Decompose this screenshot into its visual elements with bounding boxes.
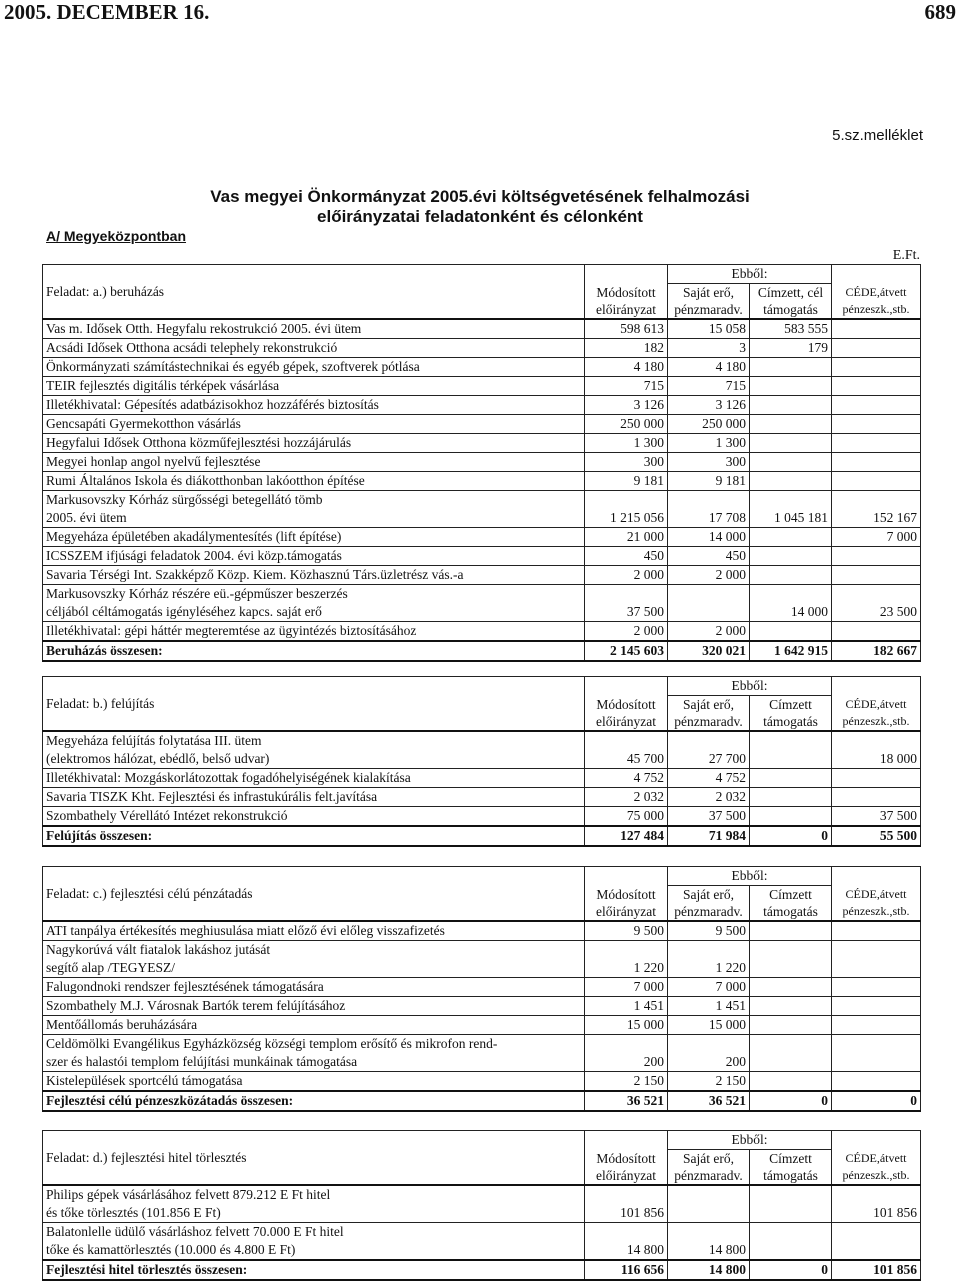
header-blank-cell: [832, 867, 921, 886]
total-label: Felújítás összesen:: [43, 826, 585, 846]
header-blank-cell: [832, 265, 921, 284]
annex-label: 5.sz.melléklet: [832, 127, 923, 144]
table-row: [43, 319, 921, 339]
ebbol-label: Ebből:: [668, 265, 832, 284]
table-row: [43, 1072, 921, 1092]
targeted-grant-value: [750, 1185, 832, 1223]
total-targeted-grant: 0: [750, 1091, 832, 1111]
cede-transfer-value: 152 167: [832, 491, 921, 528]
cede-transfer-value: [832, 978, 921, 997]
budget-table-b: [42, 676, 921, 847]
cede-transfer-value: [832, 921, 921, 941]
cede-transfer-value: 23 500: [832, 585, 921, 622]
row-description: Nagykorúvá vált fiatalok lakáshoz jutását segítő alap /TEGYESZ/: [43, 941, 585, 978]
own-funds-value: 3: [668, 339, 750, 358]
table-row: [43, 453, 921, 472]
header-cede-transfer: CÉDE,átvett pénzeszk.,stb.: [832, 886, 921, 922]
cede-transfer-value: [832, 472, 921, 491]
row-description: Illetékhivatal: Mozgáskorlátozottak fogadóhelyiségének kialakítása: [43, 769, 585, 788]
own-funds-value: 2 000: [668, 566, 750, 585]
targeted-grant-value: [750, 941, 832, 978]
total-cede-transfer: 55 500: [832, 826, 921, 846]
table-row: [43, 997, 921, 1016]
header-targeted-grant: Címzett támogatás: [750, 1150, 832, 1186]
table-row: [43, 1035, 921, 1072]
cede-transfer-value: [832, 566, 921, 585]
cede-transfer-value: [832, 1016, 921, 1035]
task-title: Feladat: d.) fejlesztési hitel törlesztés: [43, 1131, 585, 1186]
targeted-grant-value: [750, 415, 832, 434]
modified-appropriation-value: 7 000: [585, 978, 668, 997]
modified-appropriation-value: 715: [585, 377, 668, 396]
row-description: Celdömölki Evangélikus Egyházközség községi templom erősítő és mikrofon rend- szer és halastói templom felújítási munkáinak támogatása: [43, 1035, 585, 1072]
modified-appropriation-value: 3 126: [585, 396, 668, 415]
row-description: Megyeháza felújítás folytatása III. ütem (elektromos hálózat, ebédlő, belső udvar): [43, 731, 585, 769]
total-cede-transfer: 0: [832, 1091, 921, 1111]
table-row: [43, 1223, 921, 1261]
table-row: [43, 788, 921, 807]
unit-label: E.Ft.: [892, 248, 920, 263]
targeted-grant-value: 583 555: [750, 319, 832, 339]
total-modified-appropriation: 36 521: [585, 1091, 668, 1111]
table-row: [43, 434, 921, 453]
cede-transfer-value: [832, 941, 921, 978]
table-header-row: [43, 677, 921, 696]
ebbol-label: Ebből:: [668, 1131, 832, 1150]
row-description: Önkormányzati számítástechnikai és egyéb gépek, szoftverek pótlása: [43, 358, 585, 377]
targeted-grant-value: [750, 807, 832, 827]
modified-appropriation-value: 4 752: [585, 769, 668, 788]
own-funds-value: 14 800: [668, 1223, 750, 1261]
modified-appropriation-value: 2 000: [585, 566, 668, 585]
row-description: Markusovszky Kórház részére eü.-gépműszer beszerzés céljából céltámogatás igényléséhez kapcs. saját erő: [43, 585, 585, 622]
document-title-line-2: előirányzatai feladatonként és célonként: [317, 207, 643, 226]
table-row: [43, 472, 921, 491]
modified-appropriation-value: 1 215 056: [585, 491, 668, 528]
header-cede-transfer: CÉDE,átvett pénzeszk.,stb.: [832, 696, 921, 732]
total-cede-transfer: 101 856: [832, 1260, 921, 1280]
own-funds-value: 1 220: [668, 941, 750, 978]
modified-appropriation-value: 37 500: [585, 585, 668, 622]
row-description: Szombathely Vérellátó Intézet rekonstrukció: [43, 807, 585, 827]
modified-appropriation-value: 2 000: [585, 622, 668, 642]
own-funds-value: 715: [668, 377, 750, 396]
row-description: Kistelepülések sportcélú támogatása: [43, 1072, 585, 1092]
cede-transfer-value: [832, 622, 921, 642]
cede-transfer-value: [832, 453, 921, 472]
own-funds-value: 2 000: [668, 622, 750, 642]
modified-appropriation-value: 1 451: [585, 997, 668, 1016]
targeted-grant-value: [750, 1072, 832, 1092]
document-title-line-1: Vas megyei Önkormányzat 2005.évi költségvetésének felhalmozási: [210, 187, 750, 206]
table-row: [43, 358, 921, 377]
total-row: [43, 1091, 921, 1111]
own-funds-value: 37 500: [668, 807, 750, 827]
modified-appropriation-value: 9 500: [585, 921, 668, 941]
budget-table-c: [42, 866, 921, 1112]
table-row: [43, 566, 921, 585]
total-targeted-grant: 1 642 915: [750, 641, 832, 661]
row-description: Illetékhivatal: Gépesítés adatbázisokhoz hozzáférés biztosítás: [43, 396, 585, 415]
table-row: [43, 622, 921, 642]
header-modified-appropriation: Módosított előirányzat: [585, 1150, 668, 1186]
row-description: ICSSZEM ifjúsági feladatok 2004. évi közp.támogatás: [43, 547, 585, 566]
header-blank-cell: [832, 1131, 921, 1150]
header-blank-cell: [585, 265, 668, 284]
targeted-grant-value: [750, 921, 832, 941]
total-own-funds: 14 800: [668, 1260, 750, 1280]
targeted-grant-value: [750, 453, 832, 472]
table-row: [43, 807, 921, 827]
targeted-grant-value: [750, 978, 832, 997]
own-funds-value: 4 752: [668, 769, 750, 788]
targeted-grant-value: [750, 547, 832, 566]
total-targeted-grant: 0: [750, 826, 832, 846]
header-own-funds: Saját erő, pénzmaradv.: [668, 886, 750, 922]
row-description: Savaria Térségi Int. Szakképző Közp. Kiem. Közhasznú Társ.üzletrész vás.-a: [43, 566, 585, 585]
table-row: [43, 528, 921, 547]
own-funds-value: 2 032: [668, 788, 750, 807]
targeted-grant-value: 179: [750, 339, 832, 358]
task-title: Feladat: c.) fejlesztési célú pénzátadás: [43, 867, 585, 922]
targeted-grant-value: [750, 997, 832, 1016]
row-description: Megyei honlap angol nyelvű fejlesztése: [43, 453, 585, 472]
table-row: [43, 377, 921, 396]
own-funds-value: 2 150: [668, 1072, 750, 1092]
section-subheading: A/ Megyeközpontban: [46, 228, 187, 244]
own-funds-value: 9 181: [668, 472, 750, 491]
row-description: TEIR fejlesztés digitális térképek vásárlása: [43, 377, 585, 396]
own-funds-value: 15 058: [668, 319, 750, 339]
budget-table-a: [42, 264, 921, 662]
targeted-grant-value: [750, 731, 832, 769]
cede-transfer-value: [832, 769, 921, 788]
row-description: Megyeháza épületében akadálymentesítés (lift építése): [43, 528, 585, 547]
table-row: [43, 339, 921, 358]
cede-transfer-value: [832, 1072, 921, 1092]
row-description: Falugondnoki rendszer fejlesztésének támogatására: [43, 978, 585, 997]
total-label: Beruházás összesen:: [43, 641, 585, 661]
own-funds-value: [668, 1185, 750, 1223]
table-row: [43, 1016, 921, 1035]
issue-date: 2005. DECEMBER 16.: [4, 0, 210, 24]
own-funds-value: 4 180: [668, 358, 750, 377]
header-own-funds: Saját erő, pénzmaradv.: [668, 1150, 750, 1186]
row-description: Mentőállomás beruházására: [43, 1016, 585, 1035]
total-modified-appropriation: 116 656: [585, 1260, 668, 1280]
header-modified-appropriation: Módosított előirányzat: [585, 696, 668, 732]
row-description: Hegyfalui Idősek Otthona közműfejlesztési hozzájárulás: [43, 434, 585, 453]
modified-appropriation-value: 300: [585, 453, 668, 472]
header-cede-transfer: CÉDE,átvett pénzeszk.,stb.: [832, 1150, 921, 1186]
cede-transfer-value: [832, 434, 921, 453]
total-cede-transfer: 182 667: [832, 641, 921, 661]
cede-transfer-value: [832, 396, 921, 415]
page-number: 689: [924, 0, 956, 24]
modified-appropriation-value: 1 220: [585, 941, 668, 978]
row-description: Acsádi Idősek Otthona acsádi telephely rekonstrukció: [43, 339, 585, 358]
table-row: [43, 491, 921, 528]
cede-transfer-value: [832, 358, 921, 377]
targeted-grant-value: [750, 1035, 832, 1072]
header-modified-appropriation: Módosított előirányzat: [585, 284, 668, 320]
modified-appropriation-value: 2 150: [585, 1072, 668, 1092]
row-description: Illetékhivatal: gépi háttér megteremtése az ügyintézés biztosításához: [43, 622, 585, 642]
cede-transfer-value: [832, 788, 921, 807]
header-cede-transfer: CÉDE,átvett pénzeszk.,stb.: [832, 284, 921, 320]
header-targeted-grant: Címzett, cél támogatás: [750, 284, 832, 320]
table-row: [43, 978, 921, 997]
own-funds-value: 200: [668, 1035, 750, 1072]
own-funds-value: 14 000: [668, 528, 750, 547]
header-modified-appropriation: Módosított előirányzat: [585, 886, 668, 922]
own-funds-value: 27 700: [668, 731, 750, 769]
modified-appropriation-value: 250 000: [585, 415, 668, 434]
targeted-grant-value: [750, 1223, 832, 1261]
targeted-grant-value: [750, 622, 832, 642]
targeted-grant-value: [750, 358, 832, 377]
own-funds-value: [668, 585, 750, 622]
table-row: [43, 731, 921, 769]
cede-transfer-value: [832, 415, 921, 434]
cede-transfer-value: [832, 377, 921, 396]
table-row: [43, 585, 921, 622]
total-label: Fejlesztési célú pénzeszközátadás összesen:: [43, 1091, 585, 1111]
table-row: [43, 1185, 921, 1223]
targeted-grant-value: [750, 434, 832, 453]
cede-transfer-value: 37 500: [832, 807, 921, 827]
row-description: Savaria TISZK Kht. Fejlesztési és infrastukúrális felt.javítása: [43, 788, 585, 807]
cede-transfer-value: [832, 339, 921, 358]
cede-transfer-value: 18 000: [832, 731, 921, 769]
targeted-grant-value: [750, 396, 832, 415]
total-modified-appropriation: 2 145 603: [585, 641, 668, 661]
modified-appropriation-value: 21 000: [585, 528, 668, 547]
header-blank-cell: [585, 677, 668, 696]
table-row: [43, 547, 921, 566]
cede-transfer-value: [832, 1223, 921, 1261]
total-own-funds: 71 984: [668, 826, 750, 846]
total-modified-appropriation: 127 484: [585, 826, 668, 846]
modified-appropriation-value: 101 856: [585, 1185, 668, 1223]
budget-table-d: [42, 1130, 921, 1281]
cede-transfer-value: [832, 547, 921, 566]
targeted-grant-value: [750, 1016, 832, 1035]
table-row: [43, 941, 921, 978]
table-row: [43, 415, 921, 434]
own-funds-value: 300: [668, 453, 750, 472]
modified-appropriation-value: 2 032: [585, 788, 668, 807]
modified-appropriation-value: 45 700: [585, 731, 668, 769]
targeted-grant-value: 1 045 181: [750, 491, 832, 528]
page-header: [0, 0, 960, 26]
cede-transfer-value: [832, 997, 921, 1016]
total-row: [43, 641, 921, 661]
own-funds-value: 250 000: [668, 415, 750, 434]
modified-appropriation-value: 200: [585, 1035, 668, 1072]
header-own-funds: Saját erő, pénzmaradv.: [668, 696, 750, 732]
modified-appropriation-value: 450: [585, 547, 668, 566]
cede-transfer-value: 101 856: [832, 1185, 921, 1223]
task-title: Feladat: b.) felújítás: [43, 677, 585, 732]
ebbol-label: Ebből:: [668, 867, 832, 886]
targeted-grant-value: [750, 472, 832, 491]
modified-appropriation-value: 598 613: [585, 319, 668, 339]
header-own-funds: Saját erő, pénzmaradv.: [668, 284, 750, 320]
table-row: [43, 769, 921, 788]
total-targeted-grant: 0: [750, 1260, 832, 1280]
row-description: Philips gépek vásárlásához felvett 879.212 E Ft hitel és tőke törlesztés (101.856 E Ft): [43, 1185, 585, 1223]
task-title: Feladat: a.) beruházás: [43, 265, 585, 320]
table-header-row: [43, 867, 921, 886]
targeted-grant-value: [750, 788, 832, 807]
modified-appropriation-value: 1 300: [585, 434, 668, 453]
table-header-row: [43, 1131, 921, 1150]
total-row: [43, 1260, 921, 1280]
total-row: [43, 826, 921, 846]
modified-appropriation-value: 75 000: [585, 807, 668, 827]
own-funds-value: 450: [668, 547, 750, 566]
row-description: ATI tanpálya értékesítés meghiusulása miatt előző évi előleg visszafizetés: [43, 921, 585, 941]
header-blank-cell: [585, 867, 668, 886]
cede-transfer-value: [832, 319, 921, 339]
table-header-row: [43, 265, 921, 284]
targeted-grant-value: [750, 377, 832, 396]
row-description: Rumi Általános Iskola és diákotthonban lakóotthon építése: [43, 472, 585, 491]
targeted-grant-value: [750, 566, 832, 585]
modified-appropriation-value: 182: [585, 339, 668, 358]
total-own-funds: 320 021: [668, 641, 750, 661]
cede-transfer-value: 7 000: [832, 528, 921, 547]
modified-appropriation-value: 9 181: [585, 472, 668, 491]
table-row: [43, 396, 921, 415]
modified-appropriation-value: 14 800: [585, 1223, 668, 1261]
own-funds-value: 1 451: [668, 997, 750, 1016]
own-funds-value: 3 126: [668, 396, 750, 415]
header-targeted-grant: Címzett támogatás: [750, 696, 832, 732]
own-funds-value: 15 000: [668, 1016, 750, 1035]
modified-appropriation-value: 15 000: [585, 1016, 668, 1035]
header-blank-cell: [832, 677, 921, 696]
own-funds-value: 17 708: [668, 491, 750, 528]
row-description: Gencsapáti Gyermekotthon vásárlás: [43, 415, 585, 434]
table-row: [43, 921, 921, 941]
row-description: Vas m. Idősek Otth. Hegyfalu rekostrukció 2005. évi ütem: [43, 319, 585, 339]
modified-appropriation-value: 4 180: [585, 358, 668, 377]
total-own-funds: 36 521: [668, 1091, 750, 1111]
row-description: Szombathely M.J. Városnak Bartók terem felújításához: [43, 997, 585, 1016]
own-funds-value: 7 000: [668, 978, 750, 997]
cede-transfer-value: [832, 1035, 921, 1072]
ebbol-label: Ebből:: [668, 677, 832, 696]
targeted-grant-value: 14 000: [750, 585, 832, 622]
targeted-grant-value: [750, 769, 832, 788]
header-targeted-grant: Címzett támogatás: [750, 886, 832, 922]
row-description: Balatonlelle üdülő vásárláshoz felvett 70.000 E Ft hitel tőke és kamattörlesztés (10.000 és 4.800 E Ft): [43, 1223, 585, 1261]
total-label: Fejlesztési hitel törlesztés összesen:: [43, 1260, 585, 1280]
own-funds-value: 1 300: [668, 434, 750, 453]
header-blank-cell: [585, 1131, 668, 1150]
own-funds-value: 9 500: [668, 921, 750, 941]
row-description: Markusovszky Kórház sürgősségi betegellátó tömb 2005. évi ütem: [43, 491, 585, 528]
targeted-grant-value: [750, 528, 832, 547]
